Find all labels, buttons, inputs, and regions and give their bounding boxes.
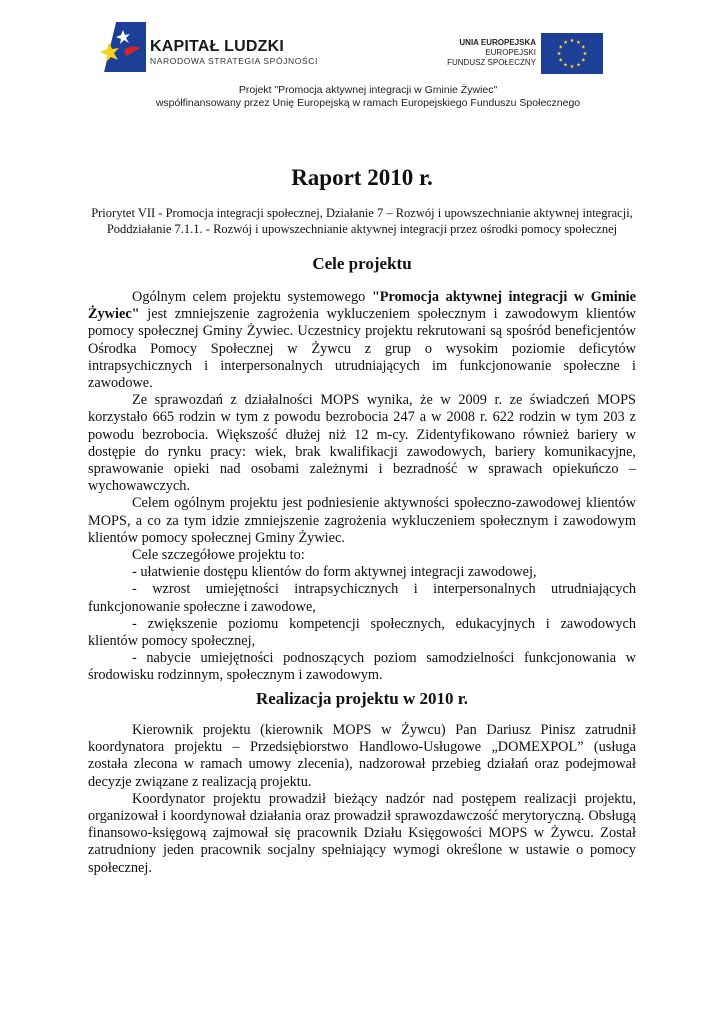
- priority-line: Priorytet VII - Promocja integracji społecznej, Działanie 7 – Rozwój i upowszechnianie aktywnej integracji, Poddziałanie 7.1.1. - Rozwój i upowszechnianie aktywnej integracji przez ośrodki pomocy społecznej: [91, 206, 633, 236]
- list-item: - zwiększenie poziomu kompetencji społecznych, edukacyjnych i zawodowych klientów pomocy społecznej,: [88, 615, 636, 650]
- eu-line2: EUROPEJSKI: [485, 48, 536, 57]
- list-item: - ułatwienie dostępu klientów do form aktywnej integracji zawodowej,: [132, 564, 537, 581]
- section-realization-body: [88, 722, 636, 877]
- paragraph: [88, 289, 636, 392]
- project-name: Projekt "Promocja aktywnej integracji w Gminie Żywiec": [238, 84, 498, 96]
- eu-line1: UNIA EUROPEJSKA: [459, 38, 536, 47]
- project-funding: współfinansowany przez Unię Europejską w ramach Europejskiego Funduszu Społecznego: [155, 97, 581, 109]
- section-title-realization: Realizacja projektu w 2010 r.: [255, 689, 468, 708]
- list-item: - wzrost umiejętności intrapsychicznych i interpersonalnych utrudniających funkcjonowanie społeczne i zawodowe,: [88, 581, 636, 615]
- text: Ogólnym celem projektu systemowego: [132, 289, 372, 305]
- paragraph: Koordynator projektu prowadził bieżący nadzór nad postępem realizacji projektu, organizował i koordynował działania oraz prowadził sprawozdawczość merytoryczną. Obsługą finansowo-księgową zajmował się pracownik Działu Księgowości MOPS w Żywcu. Został zatrudniony jeden pracownik socjalny spełniający wymogi określone w ustawie o pomocy społecznej.: [88, 790, 636, 876]
- paragraph: Cele szczegółowe projektu to:: [132, 547, 305, 564]
- kl-subtitle: NARODOWA STRATEGIA SPÓJNOŚCI: [150, 56, 318, 66]
- paragraph: Ze sprawozdań z działalności MOPS wynika, że w 2009 r. ze świadczeń MOPS korzystało 665 rodzin w tym z powodu bezrobocia 247 a w 2008 r. 622 rodzin w tym 203 z powodu bezrobocia. Większość dłużej niż 12 m-cy. Zidentyfikowano również bariery w dostępie do rynku pracy: wiek, brak kwalifikacji zawodowych, bariery komunikacyjne, sprawowanie opieki nad osobami zależnymi i bezradność w sprawach opiekuńczo – wychowawczych.: [88, 392, 636, 495]
- paragraph: Kierownik projektu (kierownik MOPS w Żywcu) Pan Dariusz Pinisz zatrudnił koordynatora projektu – Przedsiębiorstwo Handlowo-Usługowe „DOMEXPOL” (usługa została zlecona w ramach umowy zlecenia), nadzorował przebieg działań oraz podejmował decyzje związane z realizacją projektu.: [88, 722, 636, 790]
- paragraph: Celem ogólnym projektu jest podniesienie aktywności społeczno-zawodowej klientów MOPS, a co za tym idzie zmniejszenie zagrożenia wykluczeniem społecznym i zawodowym klientów pomocy społecznej Gminy Żywiec.: [88, 495, 636, 546]
- eu-line3: FUNDUSZ SPOŁECZNY: [447, 58, 536, 67]
- kapital-ludzki-logo: [96, 22, 146, 72]
- eu-wordmark: [440, 38, 536, 68]
- project-name-bold: "Promocja aktywnej integracji w Gminie Żywiec": [88, 289, 636, 323]
- section-goals-body: [88, 289, 636, 685]
- list-item: - nabycie umiejętności podnoszących poziom samodzielności funkcjonowania w środowisku rodzinnym, społecznym i zawodowym.: [88, 650, 636, 684]
- page-header: [0, 0, 724, 120]
- document-title: Raport 2010 r.: [291, 165, 433, 190]
- eu-flag-icon: [541, 33, 603, 74]
- text: jest zmniejszenie zagrożenia wykluczeniem społecznym i zawodowym klientów pomocy społecznej Gminy Żywiec. Uczestnicy projektu rekrutowani są spośród beneficjentów Ośrodka Pomocy Społecznej w Żywcu z grup o wysokim poziomie deficytów intrapsychicznych i interpersonalnych utrudniających im funkcjonowanie społeczne i zawodowe.: [88, 306, 636, 392]
- section-title-goals: Cele projektu: [312, 254, 412, 273]
- kl-title: KAPITAŁ LUDZKI: [150, 38, 285, 55]
- kapital-ludzki-wordmark: [150, 38, 318, 67]
